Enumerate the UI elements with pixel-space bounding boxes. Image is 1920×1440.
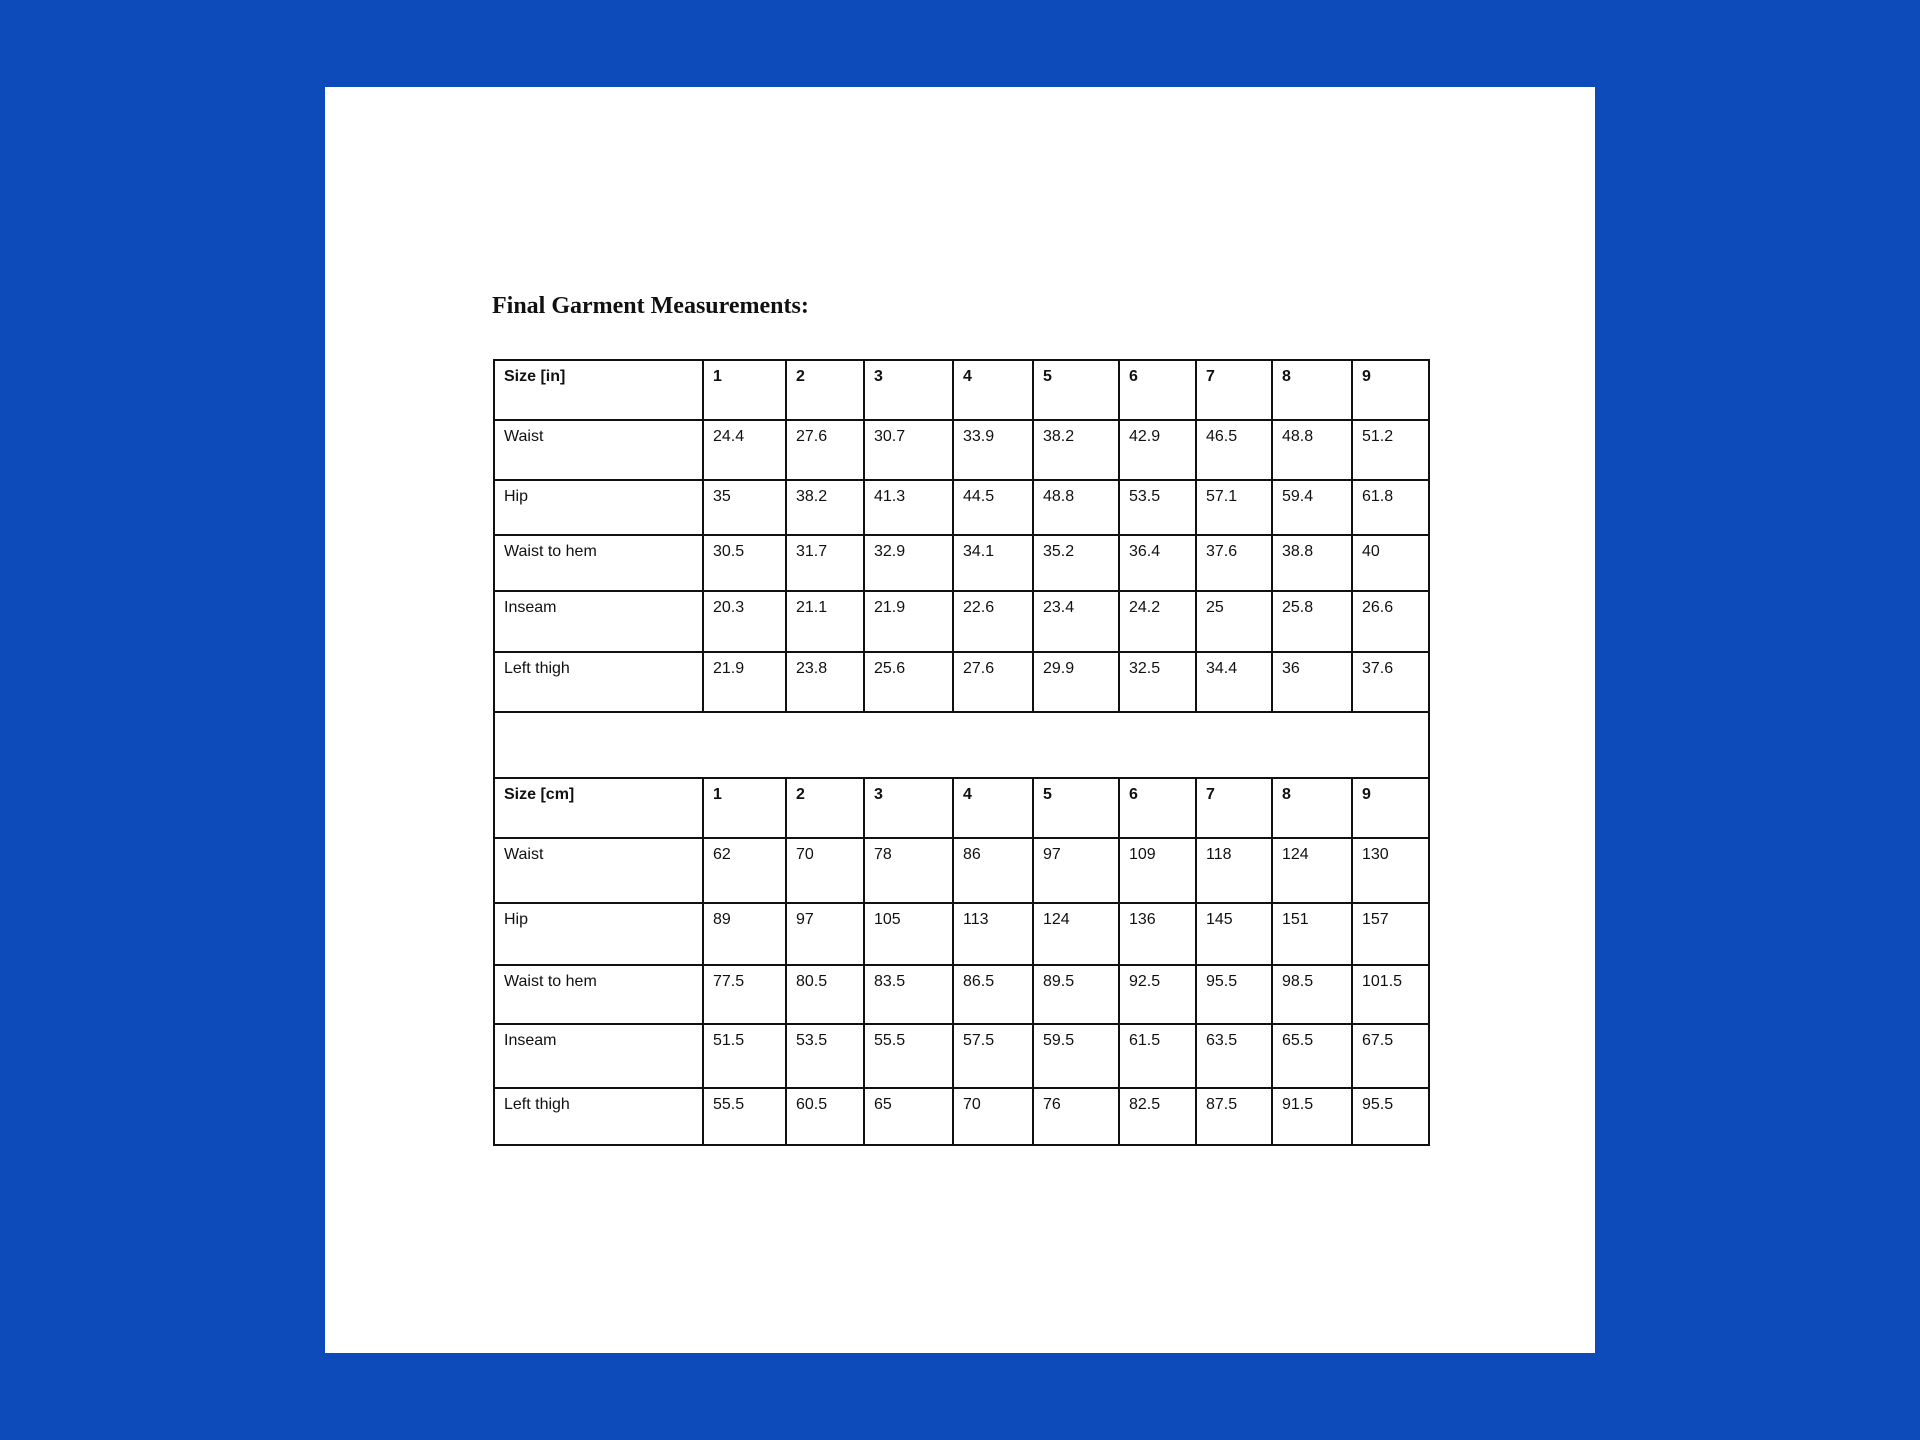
measurement-value: 92.5	[1119, 965, 1196, 1024]
measurement-value: 33.9	[953, 420, 1033, 480]
measurement-value: 130	[1352, 838, 1429, 903]
measurement-value: 21.1	[786, 591, 864, 652]
measurement-value: 95.5	[1352, 1088, 1429, 1145]
measurement-label: Hip	[494, 480, 703, 535]
measurement-value: 59.4	[1272, 480, 1352, 535]
table-row	[494, 535, 1429, 591]
table-row	[494, 1024, 1429, 1088]
measurement-value: 61.8	[1352, 480, 1429, 535]
measurement-value: 59.5	[1033, 1024, 1119, 1088]
measurement-value: 37.6	[1196, 535, 1272, 591]
size-in-header-row	[494, 360, 1429, 420]
measurement-value: 27.6	[953, 652, 1033, 712]
measurement-value: 36.4	[1119, 535, 1196, 591]
measurement-value: 38.2	[1033, 420, 1119, 480]
size-header-cell: 2	[786, 360, 864, 420]
measurement-value: 35.2	[1033, 535, 1119, 591]
measurement-value: 51.2	[1352, 420, 1429, 480]
size-header-cell: 1	[703, 778, 786, 838]
measurement-value: 87.5	[1196, 1088, 1272, 1145]
measurement-value: 101.5	[1352, 965, 1429, 1024]
measurement-value: 30.5	[703, 535, 786, 591]
size-unit-label: Size [cm]	[494, 778, 703, 838]
size-header-cell: 3	[864, 778, 953, 838]
measurement-value: 26.6	[1352, 591, 1429, 652]
measurement-label: Waist to hem	[494, 965, 703, 1024]
measurement-value: 51.5	[703, 1024, 786, 1088]
size-header-cell: 7	[1196, 778, 1272, 838]
size-header-cell: 8	[1272, 778, 1352, 838]
measurement-label: Inseam	[494, 1024, 703, 1088]
measurement-value: 31.7	[786, 535, 864, 591]
measurement-label: Hip	[494, 903, 703, 965]
measurement-value: 35	[703, 480, 786, 535]
measurement-value: 21.9	[703, 652, 786, 712]
measurement-value: 25.8	[1272, 591, 1352, 652]
measurement-value: 91.5	[1272, 1088, 1352, 1145]
measurement-value: 98.5	[1272, 965, 1352, 1024]
measurement-label: Left thigh	[494, 1088, 703, 1145]
table-row	[494, 420, 1429, 480]
size-unit-label: Size [in]	[494, 360, 703, 420]
measurement-value: 80.5	[786, 965, 864, 1024]
measurement-value: 25	[1196, 591, 1272, 652]
measurement-value: 55.5	[703, 1088, 786, 1145]
measurement-value: 124	[1033, 903, 1119, 965]
measurement-value: 65	[864, 1088, 953, 1145]
measurement-value: 70	[786, 838, 864, 903]
size-header-cell: 2	[786, 778, 864, 838]
table-row	[494, 965, 1429, 1024]
measurement-value: 89.5	[1033, 965, 1119, 1024]
measurement-value: 21.9	[864, 591, 953, 652]
measurement-value: 48.8	[1033, 480, 1119, 535]
measurement-value: 83.5	[864, 965, 953, 1024]
size-header-cell: 7	[1196, 360, 1272, 420]
measurement-value: 23.8	[786, 652, 864, 712]
size-header-cell: 4	[953, 360, 1033, 420]
measurement-label: Inseam	[494, 591, 703, 652]
measurement-value: 145	[1196, 903, 1272, 965]
size-header-cell: 6	[1119, 360, 1196, 420]
measurement-value: 53.5	[786, 1024, 864, 1088]
size-header-cell: 5	[1033, 778, 1119, 838]
document-page	[325, 87, 1595, 1353]
measurement-value: 109	[1119, 838, 1196, 903]
measurement-value: 46.5	[1196, 420, 1272, 480]
measurement-value: 82.5	[1119, 1088, 1196, 1145]
measurement-value: 36	[1272, 652, 1352, 712]
measurement-value: 42.9	[1119, 420, 1196, 480]
measurement-value: 24.2	[1119, 591, 1196, 652]
measurement-value: 105	[864, 903, 953, 965]
measurement-value: 118	[1196, 838, 1272, 903]
size-header-cell: 4	[953, 778, 1033, 838]
measurement-value: 151	[1272, 903, 1352, 965]
measurement-value: 89	[703, 903, 786, 965]
measurement-value: 95.5	[1196, 965, 1272, 1024]
measurement-value: 53.5	[1119, 480, 1196, 535]
size-header-cell: 3	[864, 360, 953, 420]
measurement-value: 30.7	[864, 420, 953, 480]
table-row	[494, 903, 1429, 965]
measurement-value: 57.5	[953, 1024, 1033, 1088]
measurements-table	[493, 359, 1430, 1146]
table-row	[494, 652, 1429, 712]
measurement-value: 32.5	[1119, 652, 1196, 712]
measurement-label: Waist	[494, 420, 703, 480]
size-header-cell: 1	[703, 360, 786, 420]
measurement-value: 97	[1033, 838, 1119, 903]
measurement-value: 86	[953, 838, 1033, 903]
measurement-value: 77.5	[703, 965, 786, 1024]
measurement-value: 29.9	[1033, 652, 1119, 712]
measurement-value: 38.8	[1272, 535, 1352, 591]
measurement-label: Waist	[494, 838, 703, 903]
measurement-value: 86.5	[953, 965, 1033, 1024]
measurement-value: 124	[1272, 838, 1352, 903]
measurement-value: 61.5	[1119, 1024, 1196, 1088]
table-spacer-row	[494, 712, 1429, 778]
measurement-label: Left thigh	[494, 652, 703, 712]
size-cm-header-row	[494, 778, 1429, 838]
measurement-value: 76	[1033, 1088, 1119, 1145]
table-row	[494, 591, 1429, 652]
measurement-value: 55.5	[864, 1024, 953, 1088]
measurement-value: 34.4	[1196, 652, 1272, 712]
measurement-value: 97	[786, 903, 864, 965]
measurement-value: 78	[864, 838, 953, 903]
measurement-value: 41.3	[864, 480, 953, 535]
size-header-cell: 6	[1119, 778, 1196, 838]
measurement-value: 113	[953, 903, 1033, 965]
table-row	[494, 838, 1429, 903]
measurement-value: 57.1	[1196, 480, 1272, 535]
measurement-value: 20.3	[703, 591, 786, 652]
measurement-value: 136	[1119, 903, 1196, 965]
measurement-value: 32.9	[864, 535, 953, 591]
spacer-cell	[494, 712, 1429, 778]
measurement-value: 65.5	[1272, 1024, 1352, 1088]
measurement-value: 27.6	[786, 420, 864, 480]
measurement-value: 67.5	[1352, 1024, 1429, 1088]
size-header-cell: 9	[1352, 360, 1429, 420]
measurement-value: 40	[1352, 535, 1429, 591]
measurement-value: 44.5	[953, 480, 1033, 535]
measurement-value: 38.2	[786, 480, 864, 535]
measurement-value: 25.6	[864, 652, 953, 712]
measurement-value: 70	[953, 1088, 1033, 1145]
page-title: Final Garment Measurements:	[492, 293, 809, 319]
measurement-value: 37.6	[1352, 652, 1429, 712]
size-header-cell: 8	[1272, 360, 1352, 420]
measurement-value: 22.6	[953, 591, 1033, 652]
measurement-label: Waist to hem	[494, 535, 703, 591]
table-row	[494, 480, 1429, 535]
measurement-value: 62	[703, 838, 786, 903]
table-row	[494, 1088, 1429, 1145]
measurement-value: 23.4	[1033, 591, 1119, 652]
size-header-cell: 9	[1352, 778, 1429, 838]
measurement-value: 60.5	[786, 1088, 864, 1145]
size-header-cell: 5	[1033, 360, 1119, 420]
measurement-value: 48.8	[1272, 420, 1352, 480]
measurement-value: 63.5	[1196, 1024, 1272, 1088]
measurement-value: 34.1	[953, 535, 1033, 591]
measurement-value: 157	[1352, 903, 1429, 965]
measurement-value: 24.4	[703, 420, 786, 480]
